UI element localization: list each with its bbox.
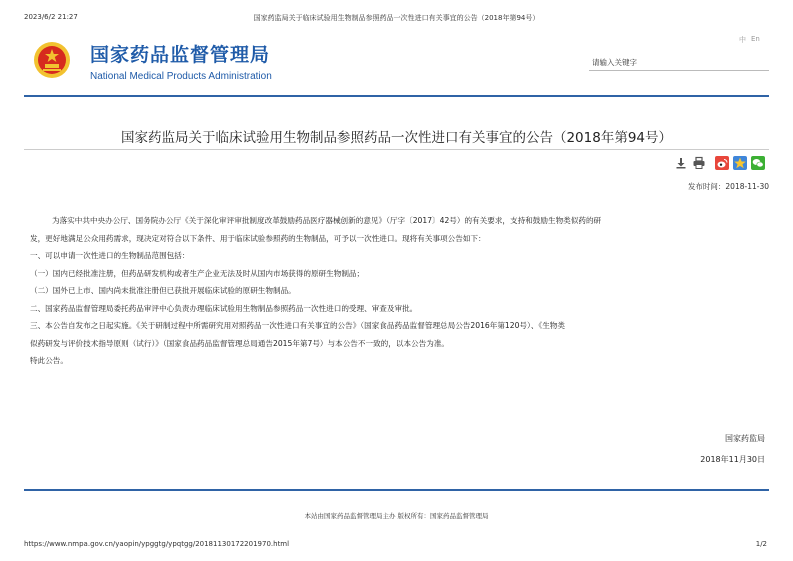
title-divider (24, 149, 769, 150)
search-placeholder: 请输入关键字 (592, 58, 637, 67)
print-page-number: 1/2 (755, 540, 767, 548)
header-divider (24, 95, 769, 97)
article-title: 国家药监局关于临床试验用生物制品参照药品一次性进口有关事宜的公告（2018年第94号） (120, 130, 673, 146)
print-url: https://www.nmpa.gov.cn/yaopin/ypggtg/ypqtgg/20181130172201970.html (24, 540, 290, 548)
body-line-6: 二、国家药品监督管理局委托药品审评中心负责办理临床试验用生物制品参照药品一次性进口的受理、审查及审批。 (30, 303, 418, 313)
signature-organization: 国家药监局 (725, 434, 765, 443)
body-line-7: 三、本公告自发布之日起实施。《关于研制过程中所需研究用对照药品一次性进口有关事宜的公告》（国家食品药品监督管理总局公告2016年第120号）、《生物类 (30, 321, 565, 330)
print-icon[interactable] (692, 156, 706, 170)
article-body (30, 212, 772, 370)
download-icon[interactable] (674, 156, 688, 170)
lang-en-link[interactable]: En (751, 35, 760, 43)
national-emblem-icon (32, 40, 72, 80)
print-page-title: 国家药监局关于临床试验用生物制品参照药品一次性进口有关事宜的公告（2018年第94号） (253, 14, 540, 22)
body-line-4: （一）国内已经批准注册，但药品研发机构或者生产企业无法及时从国内市场获得的原研生物制品； (30, 268, 365, 278)
body-line-8: 似药研发与评价技术指导原则（试行）》（国家食品药品监督管理总局通告2015年第7号）与本公告不一致的，以本公告为准。 (30, 338, 450, 348)
signature-date: 2018年11月30日 (700, 455, 765, 464)
footer-divider (24, 489, 769, 491)
print-date: 2023/6/2 21:27 (24, 13, 78, 21)
site-logo-text[interactable]: 国家药品监督管理局 (90, 44, 271, 66)
publish-time: 发布时间：2018-11-30 (687, 182, 769, 191)
body-line-5: （二）国外已上市、国内尚未批准注册但已获批开展临床试验的原研生物制品。 (30, 286, 296, 295)
body-line-2: 发，更好地满足公众用药需求，现决定对符合以下条件、用于临床试验参照药的生物制品，可予以一次性进口。现将有关事项公告如下： (30, 233, 486, 243)
body-line-1: 为落实中共中央办公厅、国务院办公厅《关于深化审评审批制度改革鼓励药品医疗器械创新的意见》（厅字〔2017〕42号）的有关要求，支持和鼓励生物类似药的研 (52, 216, 602, 225)
site-logo-english: National Medical Products Administration (90, 71, 272, 82)
weibo-icon[interactable] (715, 156, 729, 170)
qzone-icon[interactable] (733, 156, 747, 170)
footer-copyright: 本站由国家药品监督管理局主办 版权所有：国家药品监督管理局 (304, 512, 489, 520)
body-line-3: 一、可以申请一次性进口的生物制品范围包括： (30, 251, 190, 260)
wechat-icon[interactable] (751, 156, 765, 170)
body-line-9: 特此公告。 (30, 356, 68, 365)
lang-zh-link[interactable]: 中 (739, 36, 746, 44)
